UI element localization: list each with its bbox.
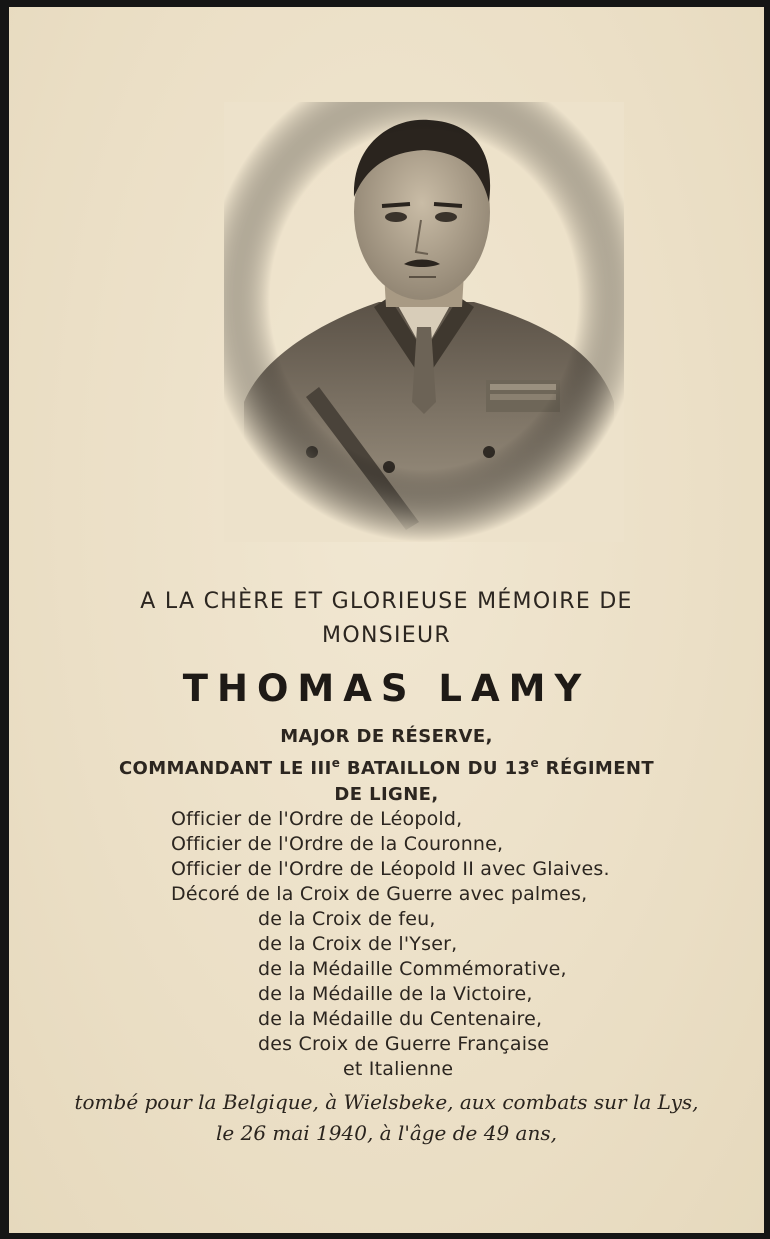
- rank-line-2: COMMANDANT LE IIIe BATAILLON DU 13e RÉGIMENT: [118, 756, 655, 779]
- memorial-card: [9, 7, 764, 1233]
- honor-item: Décoré de la Croix de Guerre avec palmes,: [171, 883, 588, 905]
- honors-list: [171, 807, 751, 1082]
- portrait-photo: [224, 102, 624, 542]
- honor-item: de la Croix de l'Yser,: [258, 933, 458, 955]
- rank-line-1: MAJOR DE RÉSERVE,: [280, 726, 493, 747]
- closing-line-1: tombé pour la Belgique, à Wielsbeke, aux combats sur la Lys,: [74, 1090, 699, 1114]
- honor-item: de la Croix de feu,: [258, 908, 436, 930]
- honor-item: de la Médaille de la Victoire,: [258, 983, 533, 1005]
- honor-item: des Croix de Guerre Française: [258, 1033, 550, 1055]
- honor-item: Officier de l'Ordre de Léopold,: [171, 808, 463, 830]
- honor-item: de la Médaille du Centenaire,: [258, 1008, 543, 1030]
- honor-item: Officier de l'Ordre de la Couronne,: [171, 833, 504, 855]
- honor-item: de la Médaille Commémorative,: [258, 958, 567, 980]
- honor-item: et Italienne: [343, 1058, 454, 1080]
- dedication-line-2: MONSIEUR: [322, 623, 451, 648]
- honor-item: Officier de l'Ordre de Léopold II avec Glaives.: [171, 858, 610, 880]
- rank-block: [9, 724, 764, 808]
- closing-text: [9, 1087, 764, 1149]
- dedication: [9, 585, 764, 653]
- rank-line-3: DE LIGNE,: [334, 784, 439, 805]
- dedication-line-1: A LA CHÈRE ET GLORIEUSE MÉMOIRE DE: [140, 589, 633, 614]
- closing-line-2: le 26 mai 1940, à l'âge de 49 ans,: [216, 1121, 557, 1145]
- deceased-name: THOMAS LAMY: [182, 667, 591, 710]
